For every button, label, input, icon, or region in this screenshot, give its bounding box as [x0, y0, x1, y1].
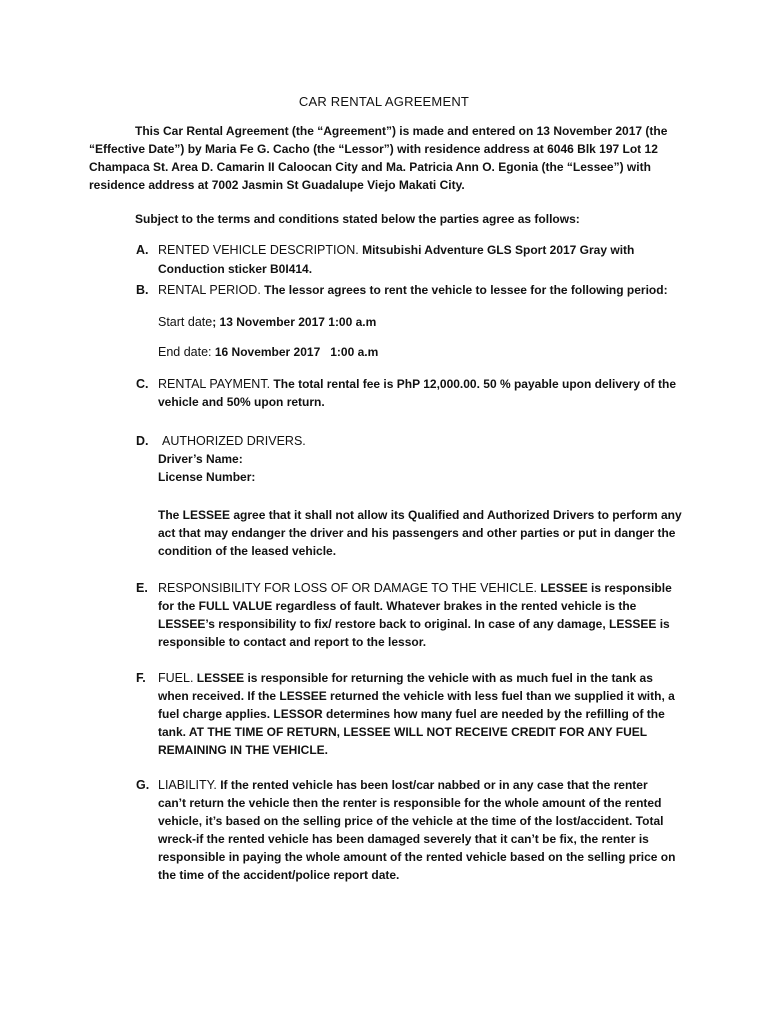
- section-g-heading: LIABILITY.: [158, 778, 217, 792]
- section-e-text: LESSEE is responsible for the FULL VALUE regardless of fault. Whatever brakes in the rented vehicle is the LESSEE’s responsibility to fix/ restore back to original. In case of any damage, LESSEE is responsible to contact and report to the lessor.: [158, 581, 672, 649]
- section-e: [136, 579, 696, 651]
- section-c-letter: C.: [136, 377, 149, 391]
- section-b-letter: B.: [136, 283, 149, 297]
- section-b-heading: RENTAL PERIOD.: [158, 283, 261, 297]
- section-d-heading: AUTHORIZED DRIVERS.: [162, 434, 306, 448]
- section-a-heading: RENTED VEHICLE DESCRIPTION.: [158, 243, 359, 257]
- start-date-value: ; 13 November 2017 1:00 a.m: [212, 315, 377, 329]
- document-title: CAR RENTAL AGREEMENT: [298, 94, 470, 109]
- section-a: [136, 241, 696, 279]
- section-c-text: The total rental fee is PhP 12,000.00. 50 % payable upon delivery of the vehicle and 50% upon return.: [158, 377, 676, 409]
- start-date-line: [158, 313, 678, 331]
- section-f-text: LESSEE is responsible for returning the vehicle with as much fuel in the tank as when received. If the LESSEE returned the vehicle with less fuel than we supplied it with, a fuel charge applies. LESSOR determines how many fuel are needed by the refilling of the tank. AT THE TIME OF RETURN, LESSEE WILL NOT RECEIVE CREDIT FOR ANY FUEL REMAINING IN THE VEHICLE.: [158, 671, 675, 757]
- end-date-value: 16 November 2017 1:00 a.m: [211, 345, 379, 359]
- section-a-text: Mitsubishi Adventure GLS Sport 2017 Gray with Conduction sticker B0I414.: [158, 243, 635, 276]
- section-g-letter: G.: [136, 778, 150, 792]
- drivers-name-label: Driver’s Name:: [158, 452, 243, 466]
- section-a-letter: A.: [136, 243, 149, 257]
- section-b: [136, 281, 696, 299]
- section-g: [136, 776, 696, 884]
- intro-paragraph: This Car Rental Agreement (the “Agreement”) is made and entered on 13 November 2017 (the “Effective Date”) by Maria Fe G. Cacho (the “Lessor”) with residence address at 6046 Blk 197 Lot 12 Champaca St. Area D. Camarin II Caloocan City and Ma. Patricia Ann O. Egonia (the “Lessee”) with residence address at 7002 Jasmin St Guadalupe Viejo Makati City.: [89, 124, 668, 192]
- section-e-heading: RESPONSIBILITY FOR LOSS OF OR DAMAGE TO THE VEHICLE.: [158, 581, 538, 595]
- section-d: [136, 432, 696, 486]
- section-g-text: If the rented vehicle has been lost/car nabbed or in any case that the renter can’t return the vehicle then the renter is responsible for the whole amount of the rented vehicle, it’s based on the selling price of the vehicle at the time of the lost/accident. Total wreck-if the rented vehicle has been damaged severely that it can’t be fix, the renter is responsible in paying the whole amount of the rented vehicle based on the selling price on the time of the accident/police report date.: [158, 778, 676, 882]
- subject-line: Subject to the terms and conditions stated below the parties agree as follows:: [135, 212, 580, 226]
- section-c: [136, 375, 696, 411]
- end-date-label: End date:: [158, 345, 212, 359]
- section-d-letter: D.: [136, 434, 149, 448]
- license-number-label: License Number:: [158, 470, 256, 484]
- section-c-heading: RENTAL PAYMENT.: [158, 377, 271, 391]
- section-f-letter: F.: [136, 671, 146, 685]
- end-date-line: [158, 343, 678, 361]
- section-b-text: The lessor agrees to rent the vehicle to lessee for the following period:: [264, 283, 668, 297]
- section-e-letter: E.: [136, 581, 148, 595]
- section-f-heading: FUEL.: [158, 671, 194, 685]
- drivers-paragraph: The LESSEE agree that it shall not allow its Qualified and Authorized Drivers to perform any act that may endanger the driver and his passengers and other parties or put in danger the condition of the leased vehicle.: [158, 508, 682, 558]
- start-date-label: Start date: [158, 315, 213, 329]
- section-f: [136, 669, 696, 759]
